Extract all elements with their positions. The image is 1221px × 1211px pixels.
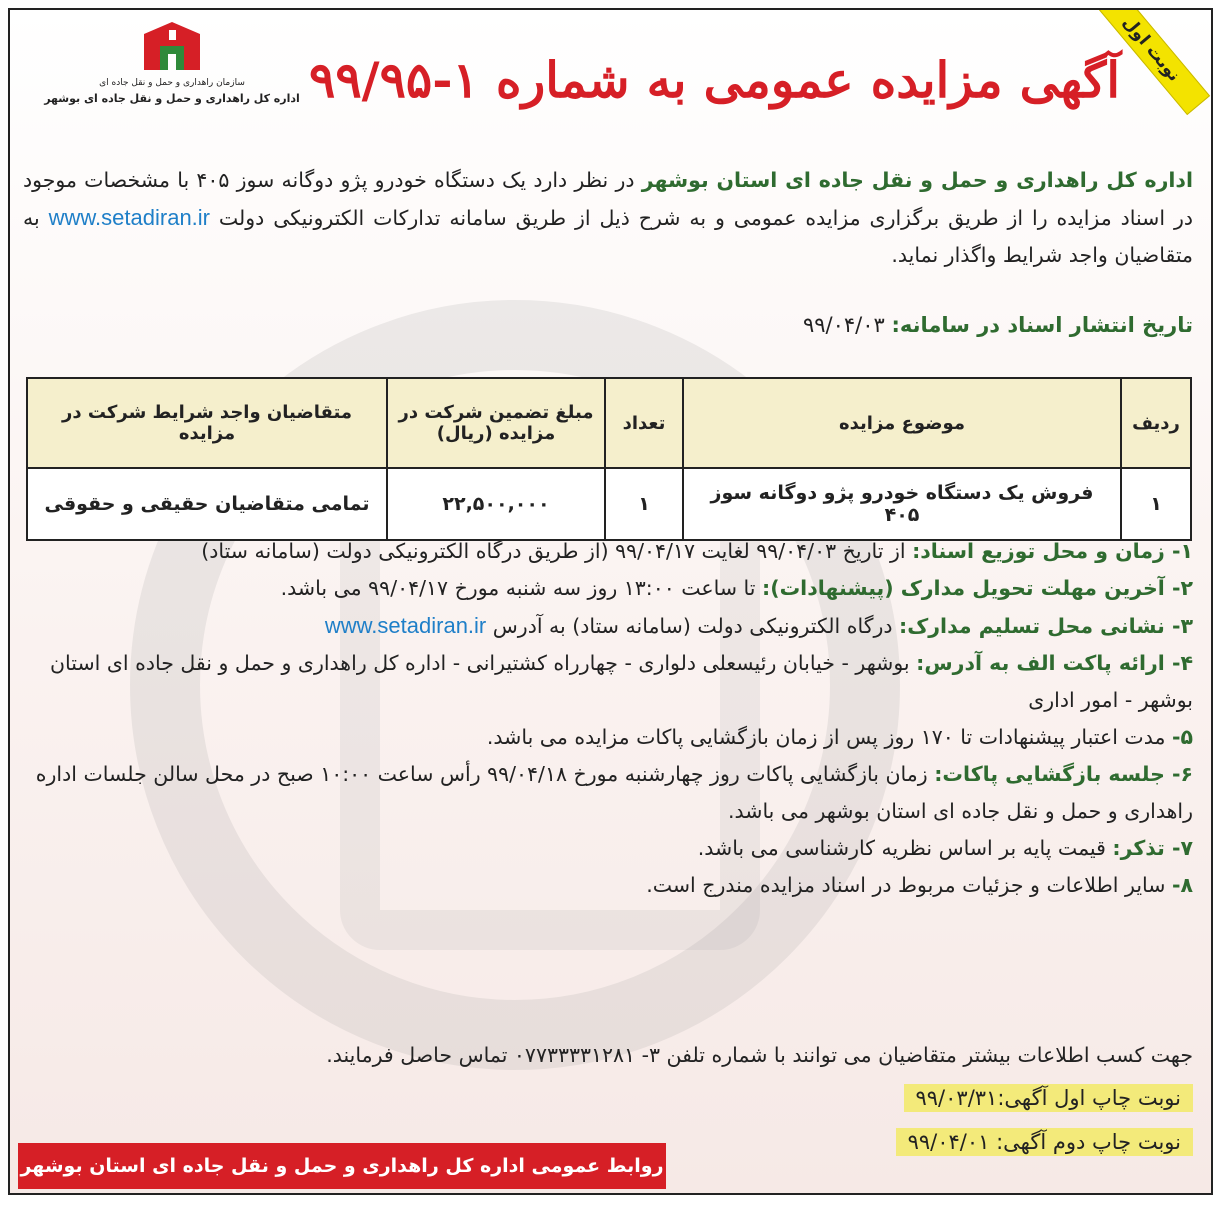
table-header-row [27, 378, 1191, 468]
publish-date-value: ۹۹/۰۴/۰۳ [802, 313, 892, 337]
list-item [23, 830, 1193, 867]
organization-name: اداره کل راهداری و حمل و نقل جاده ای بوشهر [44, 92, 300, 105]
second-print-date: نوبت چاپ دوم آگهی: ۹۹/۰۴/۰۱ [896, 1128, 1193, 1156]
submission-url-link[interactable]: www.setadiran.ir [324, 613, 487, 638]
contact-info: جهت کسب اطلاعات بیشتر متقاضیان می توانند با شماره تلفن ۳- ۰۷۷۳۳۳۳۱۲۸۱ تماس حاصل فرمایند. [326, 1043, 1193, 1067]
item-text: از تاریخ ۹۹/۰۴/۰۳ لغایت ۹۹/۰۴/۱۷ (از طریق درگاه الکترونیکی دولت (سامانه ستاد) [201, 539, 913, 563]
publish-date-label: تاریخ انتشار اسناد در سامانه: [891, 313, 1193, 337]
notice-title: آگهی مزایده عمومی به شماره ۱-۹۹/۹۵ [309, 51, 1120, 109]
item-text: درگاه الکترونیکی دولت (سامانه ستاد) به آدرس [486, 614, 900, 638]
publish-date-line [803, 313, 1193, 337]
intro-url-link[interactable]: www.setadiran.ir [48, 205, 210, 230]
item-label: ۳- نشانی محل تسلیم مدارک: [899, 614, 1193, 638]
table-row [27, 468, 1191, 540]
table-cell-quantity: ۱ [605, 468, 683, 540]
auction-table [26, 377, 1192, 541]
road-organization-logo-icon [136, 20, 208, 76]
table-header-quantity: تعداد [605, 378, 683, 468]
intro-paragraph [23, 162, 1193, 274]
table-header-eligible-applicants: متقاضیان واجد شرایط شرکت در مزایده [27, 378, 387, 468]
auction-notice [8, 8, 1213, 1195]
list-item [23, 719, 1193, 756]
item-text: مدت اعتبار پیشنهادات تا ۱۷۰ روز پس از زمان بازگشایی پاکات مزایده می باشد. [486, 725, 1172, 749]
table-cell-subject: فروش یک دستگاه خودرو پژو دوگانه سوز ۴۰۵ [683, 468, 1121, 540]
item-label: ۲- آخرین مهلت تحویل مدارک (پیشنهادات): [762, 576, 1193, 600]
item-label: ۸- [1171, 873, 1193, 897]
table-cell-row-number: ۱ [1121, 468, 1191, 540]
item-text: قیمت پایه بر اساس نظریه کارشناسی می باشد. [697, 836, 1113, 860]
list-item [23, 533, 1193, 570]
table-header-guarantee-amount: مبلغ تضمین شرکت در مزایده (ریال) [387, 378, 605, 468]
item-label: ۴- ارائه پاکت الف به آدرس: [916, 651, 1193, 675]
list-item [23, 867, 1193, 904]
table-cell-guarantee-amount: ۲۲,۵۰۰,۰۰۰ [387, 468, 605, 540]
list-item [23, 570, 1193, 607]
item-label: ۵- [1171, 725, 1193, 749]
intro-text-2: به متقاضیان واجد شرایط واگذار نماید. [23, 206, 1193, 267]
item-label: ۶- جلسه بازگشایی پاکات: [934, 762, 1193, 786]
list-item [23, 645, 1193, 719]
item-text: زمان بازگشایی پاکات روز چهارشنبه مورخ ۹۹/۰۴/۱۸ رأس ساعت ۱۰:۰۰ صبح در محل سالن جلسات اداره راهداری و حمل و نقل جاده ای استان بوشهر می باشد. [35, 762, 1193, 823]
intro-text-1: در نظر دارد یک دستگاه خودرو پژو دوگانه سوز ۴۰۵ با مشخصات موجود در اسناد مزایده را از طریق برگزاری مزایده عمومی و به شرح ذیل از طریق سامانه تدارکات الکترونیکی دولت [23, 168, 1193, 230]
notice-round-badge: نوبت اول [1092, 8, 1210, 116]
organization-logo-block [22, 20, 322, 105]
table-header-subject: موضوع مزایده [683, 378, 1121, 468]
item-text: سایر اطلاعات و جزئیات مربوط در اسناد مزایده مندرج است. [646, 873, 1172, 897]
item-label: ۱- زمان و محل توزیع اسناد: [912, 539, 1193, 563]
public-relations-footer: روابط عمومی اداره کل راهداری و حمل و نقل جاده ای استان بوشهر [18, 1143, 666, 1189]
item-text: بوشهر - خیابان رئیسعلی دلواری - چهارراه کشتیرانی - اداره کل راهداری و حمل و نقل جاده ای استان بوشهر - امور اداری [49, 651, 1193, 712]
intro-organization: اداره کل راهداری و حمل و نقل جاده ای استان بوشهر [641, 168, 1193, 192]
list-item [23, 756, 1193, 830]
table-cell-eligible-applicants: تمامی متقاضیان حقیقی و حقوقی [27, 468, 387, 540]
first-print-date: نوبت چاپ اول آگهی:۹۹/۰۳/۳۱ [904, 1084, 1194, 1112]
conditions-list [23, 533, 1193, 904]
table-header-row-number: ردیف [1121, 378, 1191, 468]
organization-parent-name: سازمان راهداری و حمل و نقل جاده ای [99, 78, 245, 88]
item-text: تا ساعت ۱۳:۰۰ روز سه شنبه مورخ ۹۹/۰۴/۱۷ می باشد. [280, 576, 763, 600]
list-item [23, 607, 1193, 645]
item-label: ۷- تذکر: [1112, 836, 1193, 860]
